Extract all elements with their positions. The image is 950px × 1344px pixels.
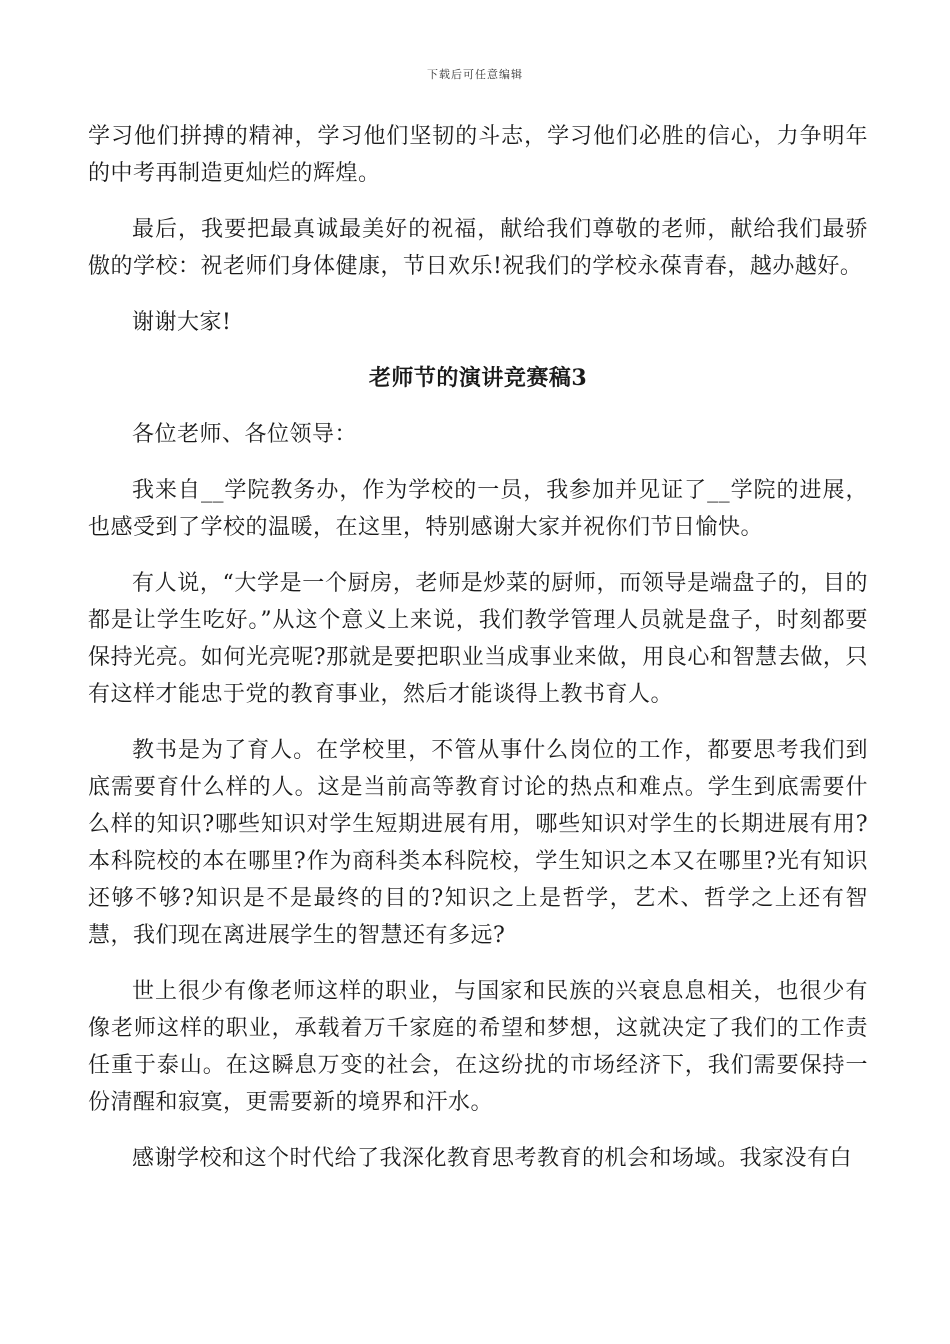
header-note: 下载后可任意编辑 (427, 68, 523, 81)
section-title: 老师节的演讲竞赛稿3 (368, 365, 588, 391)
paragraph: 有人说，“大学是一个厨房，老师是炒菜的厨师，而领导是端盘子的，目的都是让学生吃好。”从这个意义上来说，我们教学管理人员就是盘子，时刻都要保持光亮。如何光亮呢?那就是要把职业当成事业来做，用良心和智慧去做，只有这样才能忠于党的教育事业，然后才能谈得上教书育人。 (88, 571, 868, 707)
paragraph: 最后，我要把最真诚最美好的祝福，献给我们尊敬的老师，献给我们最骄傲的学校：祝老师们身体健康，节日欢乐!祝我们的学校永葆青春，越办越好。 (88, 217, 868, 279)
paragraph: 学习他们拼搏的精神，学习他们坚韧的斗志，学习他们必胜的信心，力争明年的中考再制造更灿烂的辉煌。 (88, 124, 868, 186)
paragraph: 我来自__学院教务办，作为学校的一员，我参加并见证了__学院的进展，也感受到了学校的温暖，在这里，特别感谢大家并祝你们节日愉快。 (88, 478, 868, 540)
paragraph: 感谢学校和这个时代给了我深化教育思考教育的机会和场域。我家没有白 (132, 1146, 853, 1171)
paragraph: 世上很少有像老师这样的职业，与国家和民族的兴衰息息相关，也很少有像老师这样的职业，承载着万千家庭的希望和梦想，这就决定了我们的工作责任重于泰山。在这瞬息万变的社会，在这纷扰的市场经济下，我们需要保持一份清醒和寂寞，更需要新的境界和汗水。 (88, 979, 868, 1115)
document-body (88, 118, 868, 1177)
paragraph: 谢谢大家! (132, 310, 232, 335)
paragraph: 各位老师、各位领导： (132, 422, 358, 447)
paragraph: 教书是为了育人。在学校里，不管从事什么岗位的工作，都要思考我们到底需要育什么样的人。这是当前高等教育讨论的热点和难点。学生到底需要什么样的知识?哪些知识对学生短期进展有用，哪些知识对学生的长期进展有用?本科院校的本在哪里?作为商科类本科院校，学生知识之本又在哪里?光有知识还够不够?知识是不是最终的目的?知识之上是哲学，艺术、哲学之上还有智慧，我们现在离进展学生的智慧还有多远? (88, 738, 868, 948)
